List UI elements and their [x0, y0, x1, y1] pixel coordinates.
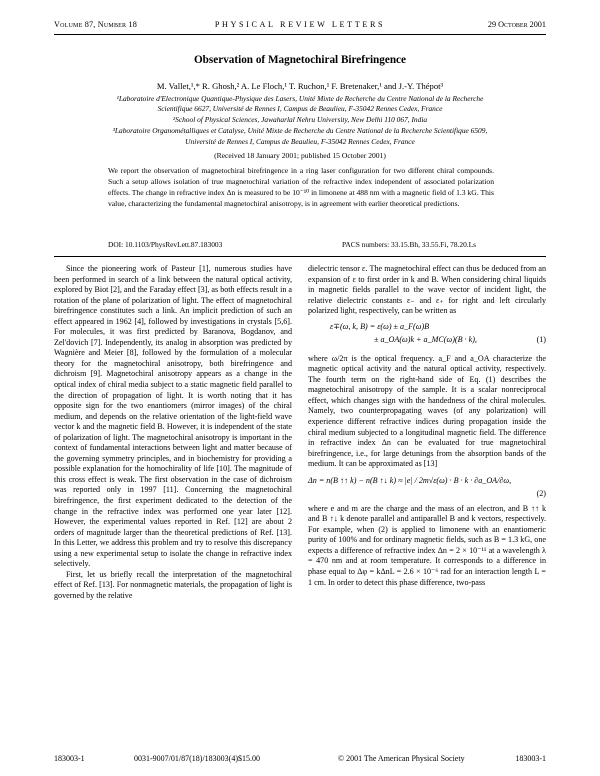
issue-date: 29 October 2001: [487, 20, 546, 29]
equation-1-line-1: ε∓(ω, k, B) = ε(ω) ± a_F(ω)B: [330, 321, 430, 331]
journal-name: PHYSICAL REVIEW LETTERS: [214, 20, 386, 29]
copyright-notice: © 2001 The American Physical Society: [338, 754, 465, 763]
affiliation-line: Université de Rennes I, Campus de Beaulieu, F-35042 Rennes Cedex, France: [185, 137, 415, 146]
abstract-rule: [54, 256, 546, 257]
affiliation-line: ¹Laboratoire d'Electronique Quantique-Physique des Lasers, Unité Mixte de Recherche du Centre National de la Recherche: [116, 94, 484, 103]
issn-code: 0031-9007/01/87(18)/183003(4)$15.00: [134, 754, 260, 763]
received-dates: (Received 18 January 2001; published 15 October 2001): [214, 151, 386, 160]
equation-2-body: Δn = n(B ↑↑ k) − n(B ↑↓ k) ≈ |e| / 2m√ε(ω) · B · k · ∂a_OA/∂ω,: [308, 475, 512, 485]
equation-1-number: (1): [536, 334, 546, 344]
body-paragraph: First, let us briefly recall the interpretation of the magnetochiral effect of Ref. [13]. For nonmagnetic materials, the propagation of light is governed by the relative: [54, 569, 292, 600]
page-number-left: 183003-1: [54, 754, 85, 763]
volume-number: Volume 87, Number 18: [54, 20, 138, 29]
affiliation-line: ³Laboratoire Organométalliques et Catalyse, Unité Mixte de Recherche du Centre National de la Recherche Scientifique 6509,: [112, 126, 488, 135]
page-footer: [54, 754, 546, 766]
right-column: [308, 264, 546, 588]
affiliation-line: Scientifique 6627, Université de Rennes I, Campus de Beaulieu, F-35042 Rennes Cedex, France: [157, 104, 443, 113]
equation-1: [308, 321, 546, 351]
pacs-numbers: PACS numbers: 33.15.Bh, 33.55.Fi, 78.20.Ls: [342, 240, 477, 249]
body-paragraph: where ω/2π is the optical frequency. a_F and a_OA characterize the magnetic optical activity and the natural optical activity, respectively. The fourth term on the right-hand side of Eq. (1) describes the magnetochiral anisotropy of the sample. It is a scalar nonreciprocal effect, which changes sign with the handedness of the chiral molecules. Namely, two counterpropagating waves (of any polarization) will experience different refractive indices during propagation inside the chiral medium subjected to a longitudinal magnetic field. The difference in refractive index Δn can be evaluated for true magnetochiral birefringence, i.e., for large detunings from the absorption bands of the medium. It can be approximated as [13]: [308, 353, 546, 469]
abstract: We report the observation of magnetochiral birefringence in a ring laser configuration for two different chiral compounds. Such a setup allows isolation of true magnetochiral variation of the refractive index independent of associated polarization effects. The change in refractive index Δn is measured to be 10⁻¹⁰ in limonene at 488 nm with a magnetic field of 1.3 kG. This value, characterizing the fundamental magnetochiral anisotropy, is in agreement with earlier theoretical predictions.: [108, 166, 494, 208]
equation-2-number: (2): [536, 488, 546, 498]
body-paragraph: dielectric tensor ε. The magnetochiral effect can thus be deduced from an expansion of ε to first order in k and B. When considering chiral liquids in magnetic fields parallel to the wave vector of incident light, the relative dielectric constants ε₋ and ε₊ for right and left circularly polarized light, respectively, can be written as: [308, 264, 546, 316]
paper-title: Observation of Magnetochiral Birefringence: [193, 54, 406, 66]
affiliation-line: ²School of Physical Sciences, Jawaharlal Nehru University, New Delhi 110 067, India: [172, 115, 428, 124]
running-header: [54, 20, 546, 32]
equation-1-line-2: ± a_OA(ω)k + a_MC(ω)(B · k),: [374, 334, 477, 344]
left-column: [54, 264, 292, 602]
body-paragraph: where e and m are the charge and the mass of an electron, and B ↑↑ k and B ↑↓ k denote parallel and antiparallel B and k vectors, respectively. For example, when (2) is applied to limonene with an enantiomeric purity of 100% and for ordinary magnetic fields, such as B = 1.3 kG, one expects a difference of refractive index Δn = 2 × 10⁻¹¹ at a wavelength λ = 470 nm and at room temperature. It corresponds to a difference in phase equal to Δφ = kΔnL = 2.6 × 10⁻⁶ rad for an interaction length L = 1 cm. In order to detect this phase difference, two-pass: [308, 503, 546, 587]
body-paragraph: Since the pioneering work of Pasteur [1], numerous studies have been performed in search of a link between the natural optical activity, explored by Biot [2], and the Faraday effect [3], as both effects result in a rotation of the plane of polarization of light. The effect of magnetochiral birefringence constitutes such a link. An implicit prediction of such an effect appeared in 1962 [4], followed by investigations in crystals [5,6]. For molecules, it was first predicted by Baranova, Bogdanov, and Zel'dovich [7]. Independently, its analog in absorption was predicted by Wagnière and Meier [8], followed by the formulation of a molecular theory for the magnetochiral anisotropy, both birefringence and dichroism [9]. Magnetochiral anisotropy appears as a change in the optical index of chiral media subject to a static magnetic field parallel to the direction of propagation of light. It is worth noting that it has opposite sign for the two enantiomers (mirror images) of the chiral medium, and depends on the relative orientation of the light-field wave vector k and the magnetic field B. However, it is independent of the state of polarization of light. The magnetochiral anisotropy is important in the context of fundamental interactions between light and matter because of the governing symmetry principles, and in biochemistry for providing a possible explanation for the homochirality of life [10]. The magnitude of this cross effect is weak. The first observation in the case of dichroism was reported only in 1997 [11]. Concerning the magnetochiral birefringence, the first experiment dedicated to the detection of the change in the refractive index was performed one year later [12]. However, the experimental values reported in Ref. [12] are about 2 orders of magnitude larger than the theoretical predictions of Ref. [13]. In this Letter, we address this problem and try to resolve this discrepancy using a new experimental setup to isolate the change in refractive index selectively.: [54, 264, 292, 569]
author-list: M. Vallet,¹,* R. Ghosh,² A. Le Floch,¹ T. Ruchon,¹ F. Bretenaker,¹ and J.-Y. Thépot³: [156, 81, 444, 91]
page-number-right: 183003-1: [515, 754, 546, 763]
doi-link[interactable]: DOI: 10.1103/PhysRevLett.87.183003: [108, 240, 223, 249]
identifiers: [108, 240, 494, 250]
equation-2: [308, 474, 546, 501]
header-rule: [54, 34, 546, 35]
